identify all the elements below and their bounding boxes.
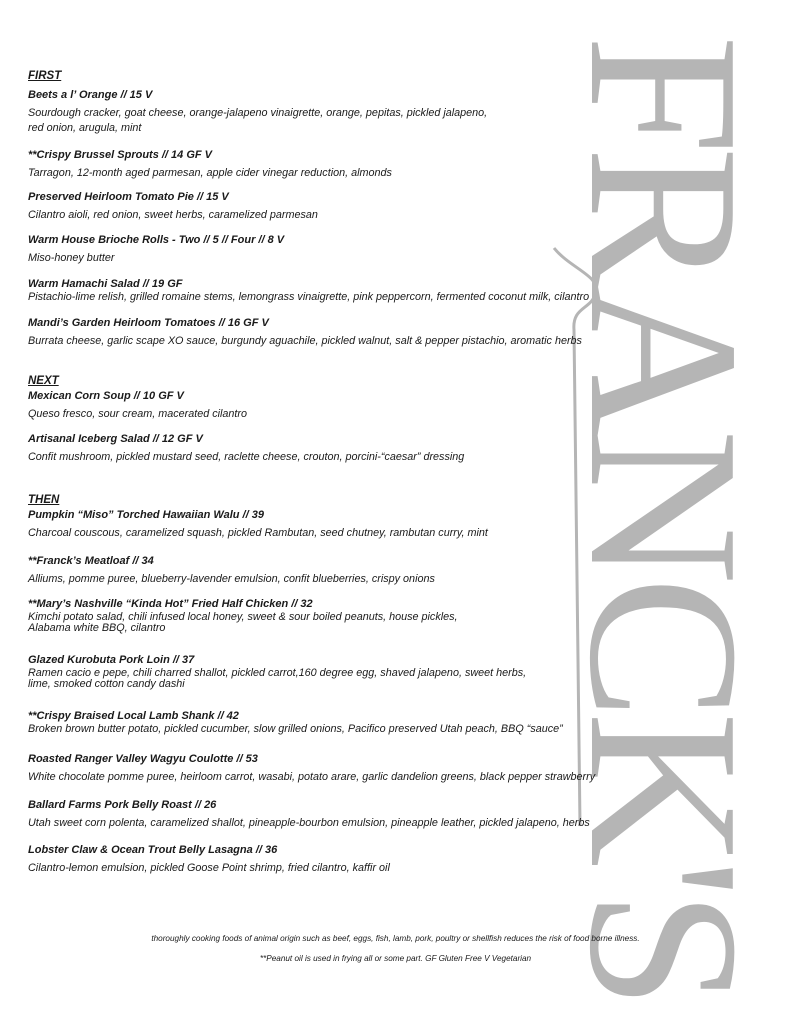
item-name: Artisanal Iceberg Salad // 12 GF V <box>28 433 203 445</box>
item-name: **Crispy Braised Local Lamb Shank // 42 <box>28 710 239 722</box>
menu-item <box>28 709 728 735</box>
item-description: Broken brown butter potato, pickled cucumber, slow grilled onions, Pacifico preserved Utah peach, BBQ “sauce” <box>28 723 563 735</box>
item-name: Warm Hamachi Salad // 19 GF <box>28 278 183 290</box>
item-name: Mexican Corn Soup // 10 GF V <box>28 390 184 402</box>
food-safety-warning: thoroughly cooking foods of animal origin such as beef, eggs, fish, lamb, pork, poultry or shellfish reduces the risk of food borne illness. <box>151 934 640 943</box>
item-name: Lobster Claw & Ocean Trout Belly Lasagna // 36 <box>28 844 278 856</box>
item-description: Ramen cacio e pepe, chili charred shallot, pickled carrot,160 degree egg, shaved jalapeno, sweet herbs, lime, smoked cotton candy dashi <box>28 667 527 690</box>
menu-item <box>28 554 728 587</box>
item-name: Warm House Brioche Rolls - Two // 5 // Four // 8 V <box>28 234 285 246</box>
item-name: Pumpkin “Miso” Torched Hawaiian Walu // 39 <box>28 509 264 521</box>
menu-item <box>28 316 728 349</box>
item-description: Tarragon, 12-month aged parmesan, apple cider vinegar reduction, almonds <box>28 167 392 179</box>
menu-item <box>28 752 728 785</box>
item-name: Mandi’s Garden Heirloom Tomatoes // 16 GF V <box>28 317 269 329</box>
menu-item <box>28 233 728 266</box>
item-description: Utah sweet corn polenta, caramelized shallot, pineapple-bourbon emulsion, pineapple leather, pickled jalapeno, herbs <box>28 817 590 829</box>
menu-item <box>28 277 728 303</box>
item-description: Cilantro-lemon emulsion, pickled Goose Point shrimp, fried cilantro, kaffir oil <box>28 862 390 874</box>
menu-item <box>28 843 728 876</box>
item-description: Confit mushroom, pickled mustard seed, raclette cheese, crouton, porcini-“caesar” dressing <box>28 451 465 463</box>
section-title-next: NEXT <box>28 375 59 387</box>
item-description: Miso-honey butter <box>28 252 115 264</box>
franks-logo-watermark: FRANCK'S <box>550 30 790 840</box>
menu-item <box>28 88 728 136</box>
item-description: Kimchi potato salad, chili infused local honey, sweet & sour boiled peanuts, house pickles, Alabama white BBQ, cilantro <box>28 611 458 634</box>
item-name: Glazed Kurobuta Pork Loin // 37 <box>28 654 195 666</box>
item-description: Queso fresco, sour cream, macerated cilantro <box>28 408 248 420</box>
menu-item <box>28 190 728 223</box>
item-name: Ballard Farms Pork Belly Roast // 26 <box>28 799 217 811</box>
menu-item <box>28 798 728 831</box>
item-description: Charcoal couscous, caramelized squash, pickled Rambutan, seed chutney, rambutan curry, mint <box>28 527 488 539</box>
menu-item <box>28 508 728 541</box>
menu-item <box>28 653 728 690</box>
item-description: Burrata cheese, garlic scape XO sauce, burgundy aguachile, pickled walnut, salt & pepper pistachio, aromatic herbs <box>28 335 582 347</box>
item-description: Alliums, pomme puree, blueberry-lavender emulsion, confit blueberries, crispy onions <box>28 573 435 585</box>
item-name: Beets a l’ Orange // 15 V <box>28 89 153 101</box>
menu-item <box>28 389 728 422</box>
item-name: Roasted Ranger Valley Wagyu Coulotte // 53 <box>28 753 258 765</box>
item-description: White chocolate pomme puree, heirloom carrot, wasabi, potato arare, garlic dandelion greens, black pepper strawberry <box>28 771 596 783</box>
dietary-legend: **Peanut oil is used in frying all or some part. GF Gluten Free V Vegetarian <box>259 954 532 963</box>
item-description: Cilantro aioli, red onion, sweet herbs, caramelized parmesan <box>28 209 318 221</box>
item-description: Pistachio-lime relish, grilled romaine stems, lemongrass vinaigrette, pink peppercorn, fermented coconut milk, cilantro <box>28 291 590 303</box>
item-name: **Franck’s Meatloaf // 34 <box>28 555 154 567</box>
item-name: **Mary’s Nashville “Kinda Hot” Fried Half Chicken // 32 <box>28 598 313 610</box>
section-title-first: FIRST <box>28 70 62 82</box>
item-name: **Crispy Brussel Sprouts // 14 GF V <box>28 149 213 161</box>
menu-item <box>28 432 728 465</box>
menu-item <box>28 597 728 634</box>
item-description: Sourdough cracker, goat cheese, orange-jalapeno vinaigrette, orange, pepitas, pickled jalapeno, red onion, arugula, mint <box>28 107 488 134</box>
menu-item <box>28 148 728 181</box>
item-name: Preserved Heirloom Tomato Pie // 15 V <box>28 191 229 203</box>
section-title-then: THEN <box>28 494 60 506</box>
